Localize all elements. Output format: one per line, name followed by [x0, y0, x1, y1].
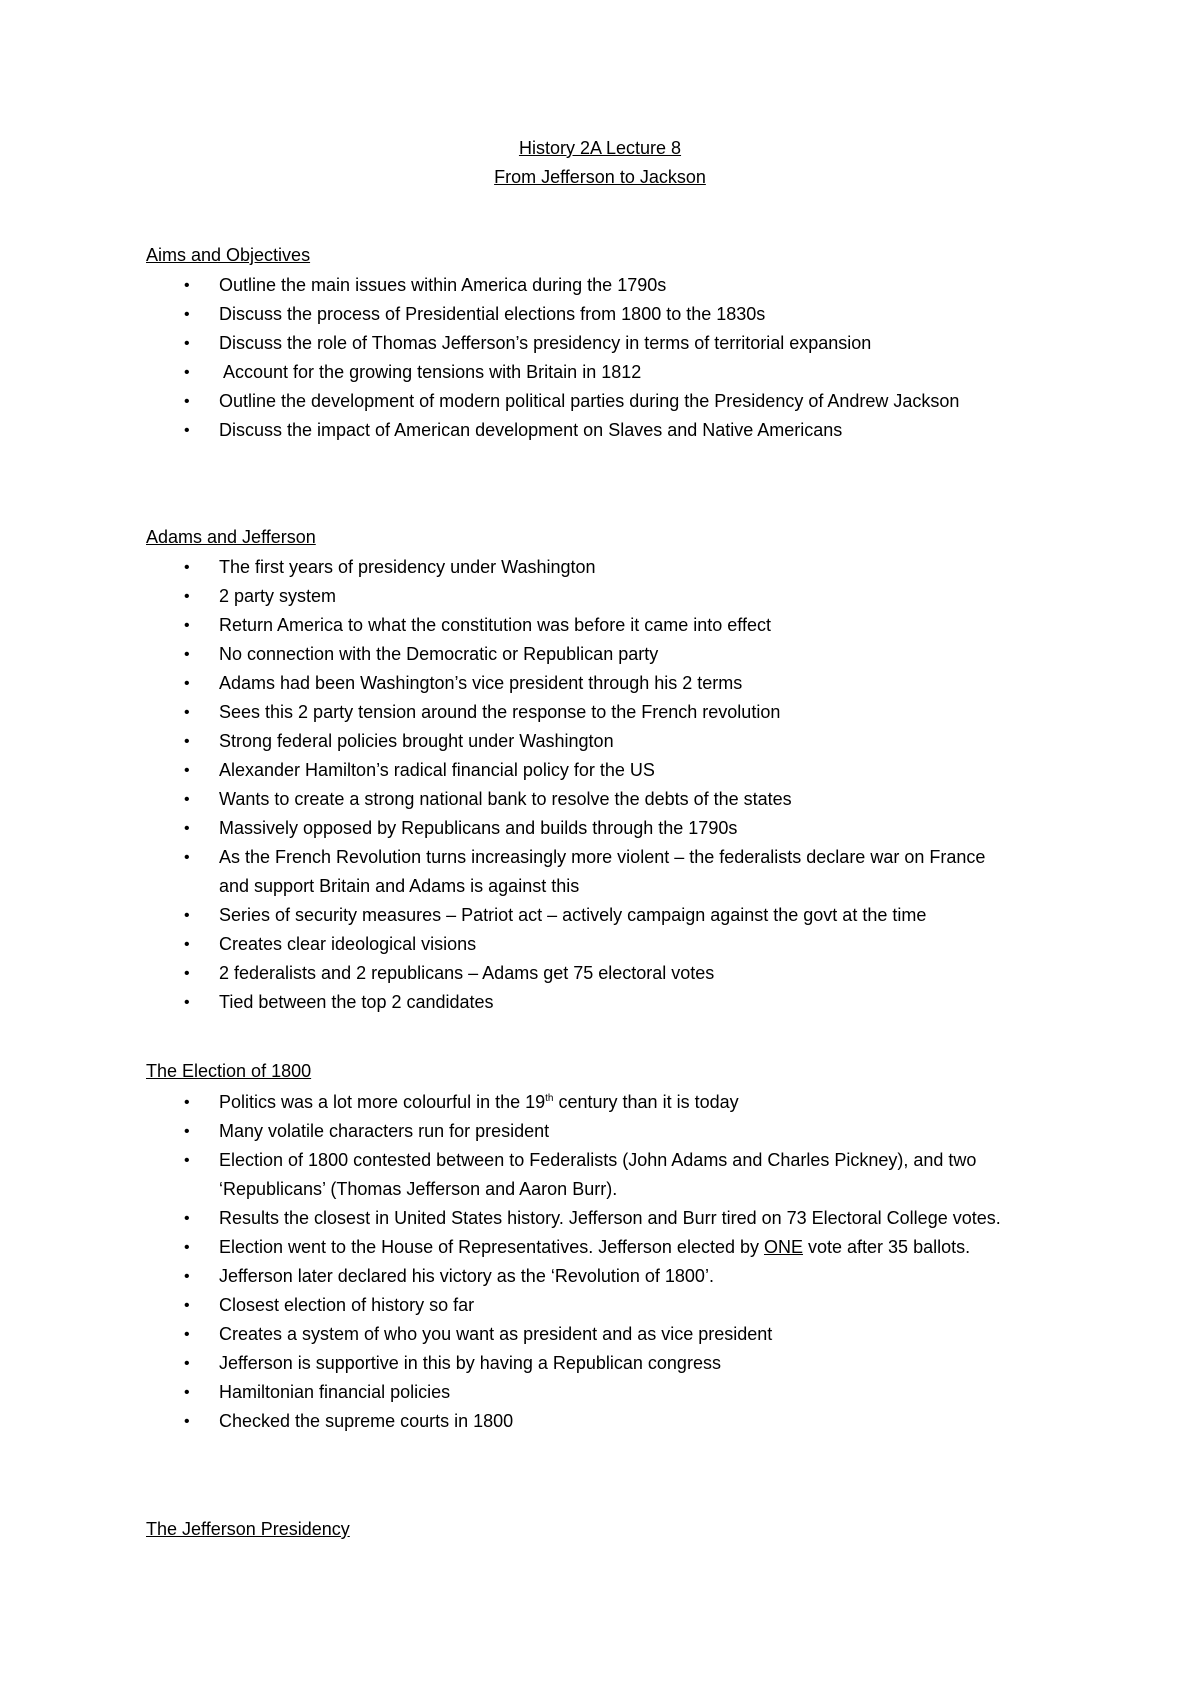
list-item: • Series of security measures – Patriot act – actively campaign against the govt at the time: [0, 901, 1039, 930]
aims-heading: Aims and Objectives: [146, 245, 311, 265]
list-item: • Discuss the process of Presidential elections from 1800 to the 1830s: [0, 300, 1039, 329]
list-item: • Alexander Hamilton’s radical financial policy for the US: [0, 756, 1039, 785]
list-item: • Discuss the role of Thomas Jefferson’s presidency in terms of territorial expansion: [0, 329, 1039, 358]
bullet-icon: •: [184, 994, 190, 1011]
bullet-icon: •: [184, 1326, 190, 1343]
bullet-icon: •: [184, 733, 190, 750]
bullet-icon: •: [184, 1123, 190, 1140]
adams-heading: Adams and Jefferson: [146, 527, 316, 547]
bullet-icon: •: [184, 364, 190, 381]
list-item: • Hamiltonian financial policies: [0, 1378, 1039, 1407]
bullet-icon: •: [184, 849, 190, 866]
bullet-icon: •: [184, 1297, 190, 1314]
list-item: • Outline the main issues within America during the 1790s: [0, 271, 1039, 300]
aims-list: [0, 271, 1200, 445]
bullet-icon: •: [184, 422, 190, 439]
document-subtitle: From Jefferson to Jackson: [494, 167, 706, 187]
election-list: [0, 1088, 1200, 1436]
list-item: • Return America to what the constitution was before it came into effect: [0, 611, 1039, 640]
bullet-icon: •: [184, 762, 190, 779]
bullet-icon: •: [184, 675, 190, 692]
list-item: • Tied between the top 2 candidates: [0, 988, 1039, 1017]
bullet-icon: •: [184, 335, 190, 352]
bullet-icon: •: [184, 1152, 190, 1169]
bullet-icon: •: [184, 1413, 190, 1430]
list-item: • 2 federalists and 2 republicans – Adams get 75 electoral votes: [0, 959, 1039, 988]
list-item: • Jefferson is supportive in this by having a Republican congress: [0, 1349, 1039, 1378]
list-item: • As the French Revolution turns increasingly more violent – the federalists declare war on France and support Britain and Adams is against this: [0, 843, 1019, 901]
bullet-icon: •: [184, 936, 190, 953]
list-item: • Politics was a lot more colourful in the 19th century than it is today: [0, 1088, 1039, 1117]
presidency-heading: The Jefferson Presidency: [146, 1519, 350, 1539]
document-title: History 2A Lecture 8: [518, 138, 682, 158]
bullet-icon: •: [184, 704, 190, 721]
list-item: • Creates clear ideological visions: [0, 930, 1039, 959]
list-item: • Massively opposed by Republicans and builds through the 1790s: [0, 814, 1039, 843]
list-item: • Wants to create a strong national bank to resolve the debts of the states: [0, 785, 1039, 814]
list-item: • No connection with the Democratic or Republican party: [0, 640, 1039, 669]
bullet-icon: •: [184, 965, 190, 982]
election-heading: The Election of 1800: [146, 1061, 312, 1081]
bullet-icon: •: [184, 588, 190, 605]
bullet-icon: •: [184, 1239, 190, 1256]
bullet-icon: •: [184, 820, 190, 837]
list-item: • Many volatile characters run for president: [0, 1117, 1039, 1146]
list-item: • Discuss the impact of American development on Slaves and Native Americans: [0, 416, 1039, 445]
list-item: • Creates a system of who you want as president and as vice president: [0, 1320, 1039, 1349]
list-item: • Account for the growing tensions with Britain in 1812: [0, 358, 1039, 387]
list-item: • Election of 1800 contested between to Federalists (John Adams and Charles Pickney), and two ‘Republicans’ (Thomas Jefferson and Aaron Burr).: [0, 1146, 1049, 1204]
list-item: • 2 party system: [0, 582, 1039, 611]
list-item: • The first years of presidency under Washington: [0, 553, 1039, 582]
bullet-icon: •: [184, 559, 190, 576]
bullet-icon: •: [184, 907, 190, 924]
bullet-icon: •: [184, 277, 190, 294]
list-item: • Checked the supreme courts in 1800: [0, 1407, 1039, 1436]
bullet-icon: •: [184, 1355, 190, 1372]
list-item: • Election went to the House of Representatives. Jefferson elected by ONE vote after 35 ballots.: [0, 1233, 1019, 1262]
bullet-icon: •: [184, 1210, 190, 1227]
bullet-icon: •: [184, 1384, 190, 1401]
bullet-icon: •: [184, 393, 190, 410]
list-item: • Outline the development of modern political parties during the Presidency of Andrew Jackson: [0, 387, 1019, 416]
bullet-icon: •: [184, 306, 190, 323]
list-item: • Jefferson later declared his victory as the ‘Revolution of 1800’.: [0, 1262, 1039, 1291]
bullet-icon: •: [184, 646, 190, 663]
list-item: • Closest election of history so far: [0, 1291, 1039, 1320]
list-item: • Adams had been Washington’s vice president through his 2 terms: [0, 669, 1039, 698]
adams-list: [0, 553, 1200, 1017]
list-item: • Results the closest in United States history. Jefferson and Burr tired on 73 Electoral College votes.: [0, 1204, 1049, 1233]
list-item: • Sees this 2 party tension around the response to the French revolution: [0, 698, 1039, 727]
bullet-icon: •: [184, 1268, 190, 1285]
bullet-icon: •: [184, 617, 190, 634]
bullet-icon: •: [184, 791, 190, 808]
list-item: • Strong federal policies brought under Washington: [0, 727, 1039, 756]
bullet-icon: •: [184, 1094, 190, 1111]
